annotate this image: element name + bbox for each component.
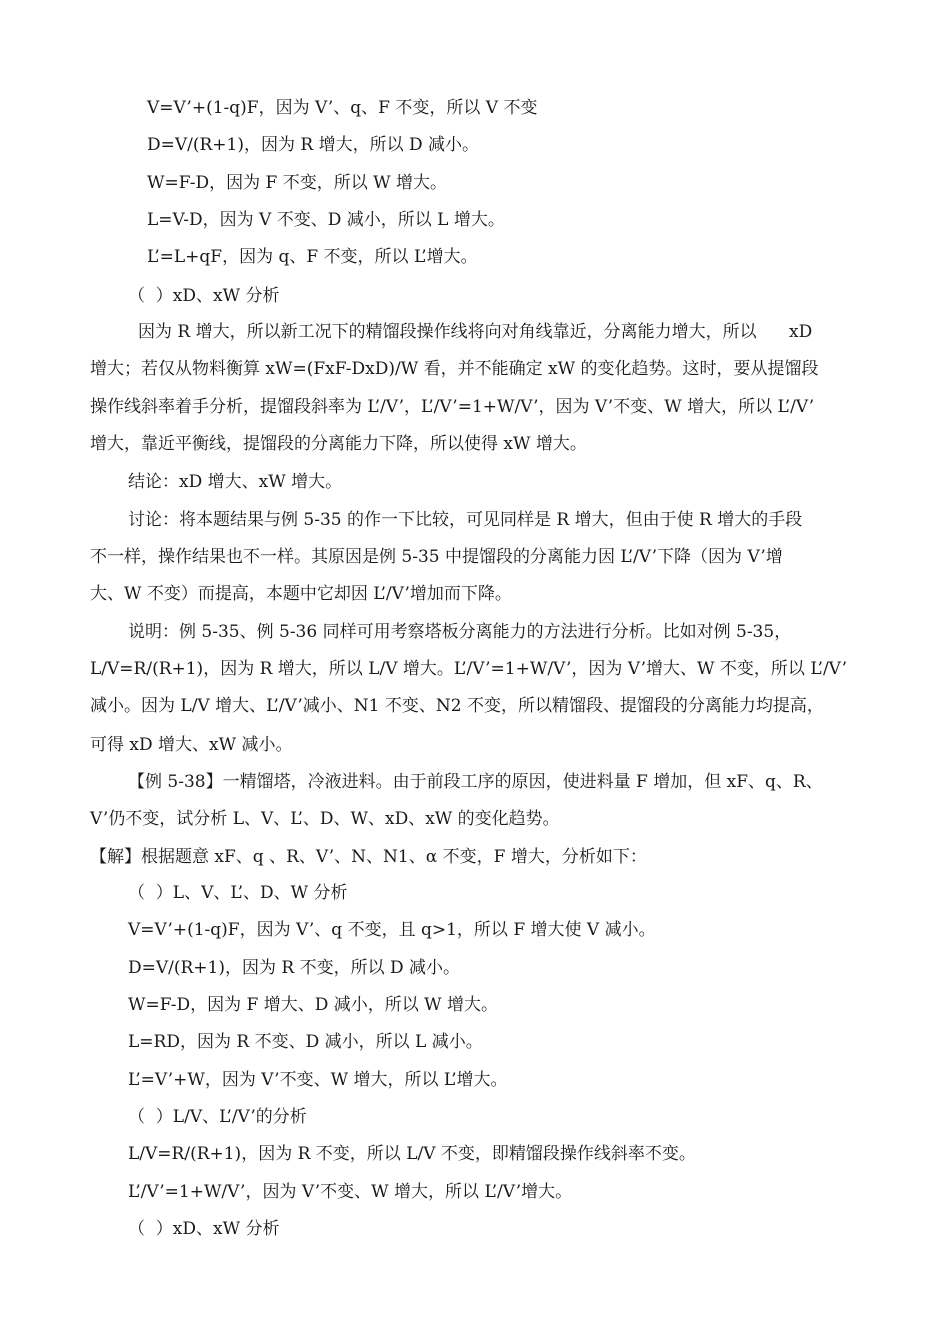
text-line: 因为 R 增大，所以新工况下的精馏段操作线将向对角线靠近，分离能力增大，所以 xD	[138, 322, 813, 342]
text-line: L=RD，因为 R 不变、D 减小，所以 L 减小。	[128, 1032, 483, 1052]
text-line: 不一样，操作结果也不一样。其原因是例 5-35 中提馏段的分离能力因 L’/V’下降（因为 V’增	[90, 547, 783, 567]
text-line: 大、W 不变）而提高，本题中它却因 L’/V’增加而下降。	[90, 584, 512, 604]
text-line: 增大；若仅从物料衡算 xW=(FxF-DxD)/W 看，并不能确定 xW 的变化趋势。这时，要从提馏段	[90, 359, 819, 379]
text-line: 说明：例 5-35、例 5-36 同样可用考察塔板分离能力的方法进行分析。比如对例 5-35，	[128, 622, 792, 642]
text-line: 增大，靠近平衡线，提馏段的分离能力下降，所以使得 xW 增大。	[90, 434, 587, 454]
text-line: D=V/(R+1)，因为 R 增大，所以 D 减小。	[147, 135, 480, 155]
text-line: L’/V’=1+W/V’，因为 V’不变、W 增大，所以 L’/V’增大。	[128, 1182, 573, 1202]
section-heading: （ ）L/V、L’/V’的分析	[128, 1107, 307, 1127]
text-line: L=V-D，因为 V 不变、D 减小，所以 L 增大。	[147, 210, 505, 230]
solution-heading: 【解】根据题意 xF、q 、R、V’、N、N1、α 不变，F 增大，分析如下：	[90, 847, 647, 867]
text-line: L/V=R/(R+1)，因为 R 不变，所以 L/V 不变，即精馏段操作线斜率不变。	[128, 1144, 696, 1164]
text-line: 减小。因为 L/V 增大、L’/V’减小、N1 不变、N2 不变，所以精馏段、提馏段的分离能力均提高，	[90, 696, 824, 716]
text-line: L’=V’+W，因为 V’不变、W 增大，所以 L’增大。	[128, 1070, 508, 1090]
conclusion-line: 结论：xD 增大、xW 增大。	[128, 472, 343, 492]
text-line: L’=L+qF，因为 q、F 不变，所以 L’增大。	[147, 247, 478, 267]
text-line: W=F-D，因为 F 增大、D 减小，所以 W 增大。	[128, 995, 499, 1015]
text-line: V’仍不变，试分析 L、V、L’、D、W、xD、xW 的变化趋势。	[90, 809, 560, 829]
text-line: V=V’+(1-q)F，因为 V’、q 不变，且 q>1，所以 F 增大使 V 减小。	[128, 920, 656, 940]
section-heading: （ ）xD、xW 分析	[128, 1219, 280, 1239]
section-heading: （ ）xD、xW 分析	[128, 286, 280, 306]
text-line: 操作线斜率着手分析，提馏段斜率为 L’/V’，L’/V’=1+W/V’，因为 V’不变、W 增大，所以 L’/V’	[90, 397, 815, 417]
example-heading: 【例 5-38】一精馏塔，冷液进料。由于前段工序的原因，使进料量 F 增加，但 xF、q、R、	[128, 772, 823, 792]
text-line: L/V=R/(R+1)，因为 R 增大，所以 L/V 增大。L’/V’=1+W/V’，因为 V’增大、W 不变，所以 L’/V’	[90, 659, 847, 679]
text-line: 可得 xD 增大、xW 减小。	[90, 735, 293, 755]
text-line: W=F-D，因为 F 不变，所以 W 增大。	[147, 173, 448, 193]
text-line: D=V/(R+1)，因为 R 不变，所以 D 减小。	[128, 958, 461, 978]
text-line: 讨论：将本题结果与例 5-35 的作一下比较，可见同样是 R 增大，但由于使 R 增大的手段	[128, 510, 803, 530]
text-line: V=V’+(1-q)F，因为 V’、q、F 不变，所以 V 不变	[147, 98, 538, 118]
section-heading: （ ）L、V、L’、D、W 分析	[128, 883, 348, 903]
